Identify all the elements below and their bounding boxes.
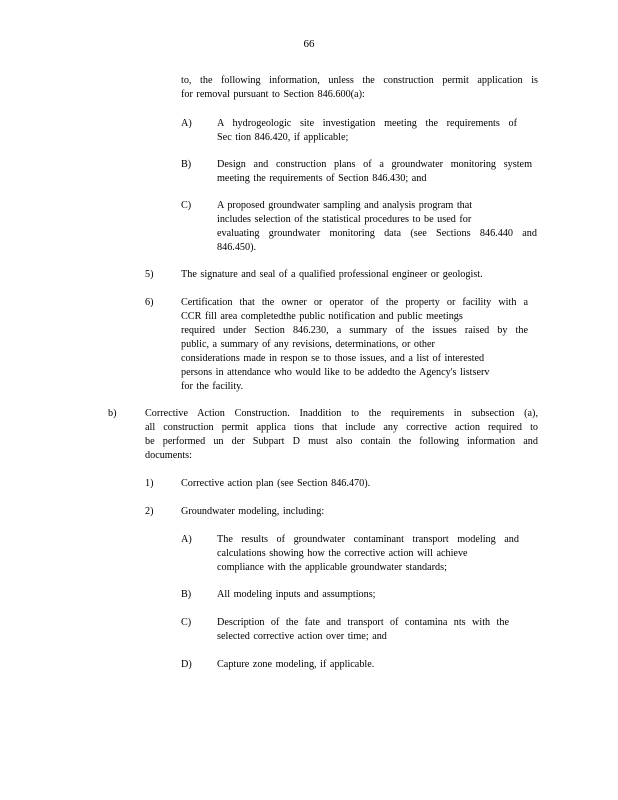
text-line: be performed un der Subpart D must also contain the following information and <box>145 436 538 447</box>
sub-item-b <box>217 158 532 186</box>
item-label: A) <box>181 534 192 545</box>
text-line: Corrective action plan (see Section 846.470). <box>181 478 371 489</box>
text-line: required under Section 846.230, a summary of the issues raised by the <box>181 325 528 336</box>
item-label: 1) <box>145 478 154 489</box>
sub-item-b-b <box>217 588 517 602</box>
sub-item-a <box>217 117 517 145</box>
text-line: A hydrogeologic site investigation meeting the requirements of <box>217 118 517 129</box>
text-line: selected corrective action over time; and <box>217 631 387 642</box>
text-line: Description of the fate and transport of contamina nts with the <box>217 617 509 628</box>
text-line: Groundwater modeling, including: <box>181 506 325 517</box>
item-label: C) <box>181 617 192 628</box>
text-line: public, a summary of any revisions, determinations, or other <box>181 339 435 350</box>
text-line: calculations showing how the corrective action will achieve <box>217 548 468 559</box>
text-line: evaluating groundwater monitoring data (see Sections 846.440 and <box>217 228 537 239</box>
item-b1 <box>181 477 481 491</box>
text-line: Design and construction plans of a groundwater monitoring system <box>217 159 532 170</box>
item-b2 <box>181 505 481 519</box>
sub-item-b-c <box>217 616 509 644</box>
text-line: 846.450). <box>217 242 257 253</box>
text-line: The results of groundwater contaminant transport modeling and <box>217 534 519 545</box>
text-line: Certification that the owner or operator of the property or facility with a <box>181 297 528 308</box>
item-label: D) <box>181 659 192 670</box>
item-label: 5) <box>145 269 154 280</box>
item-6 <box>181 296 528 394</box>
item-label: C) <box>181 200 192 211</box>
text-line: considerations made in respon se to those issues, and a list of interested <box>181 353 485 364</box>
text-line: A proposed groundwater sampling and analysis program that <box>217 200 473 211</box>
text-line: persons in attendance who would like to be addedto the Agency's listserv <box>181 367 490 378</box>
sub-item-b-a <box>217 533 519 575</box>
text-line: includes selection of the statistical procedures to be used for <box>217 214 472 225</box>
item-5 <box>181 268 521 282</box>
text-line: Capture zone modeling, if applicable. <box>217 659 375 670</box>
text-line: compliance with the applicable groundwater standards; <box>217 562 447 573</box>
intro-paragraph <box>181 74 538 102</box>
item-label: A) <box>181 118 192 129</box>
page-number: 66 <box>303 38 315 50</box>
item-label: B) <box>181 589 192 600</box>
item-label: 6) <box>145 297 154 308</box>
sub-item-b-d <box>217 658 517 672</box>
text-line: for the facility. <box>181 381 244 392</box>
text-line: Sec tion 846.420, if applicable; <box>217 132 349 143</box>
text-line: all construction permit applica tions that include any corrective action required to <box>145 422 538 433</box>
section-b <box>145 407 538 463</box>
text-line: All modeling inputs and assumptions; <box>217 589 376 600</box>
section-label: b) <box>108 408 117 419</box>
text-line: documents: <box>145 450 192 461</box>
item-label: B) <box>181 159 192 170</box>
text-line: for removal pursuant to Section 846.600(a): <box>181 89 365 100</box>
text-line: Corrective Action Construction. Inaddition to the requirements in subsection (a), <box>145 408 538 419</box>
text-line: CCR fill area completedthe public notification and public meetings <box>181 311 463 322</box>
text-line: The signature and seal of a qualified professional engineer or geologist. <box>181 269 483 280</box>
item-label: 2) <box>145 506 154 517</box>
text-line: meeting the requirements of Section 846.430; and <box>217 173 427 184</box>
sub-item-c <box>217 199 537 255</box>
text-line: to, the following information, unless the construction permit application is <box>181 75 538 86</box>
